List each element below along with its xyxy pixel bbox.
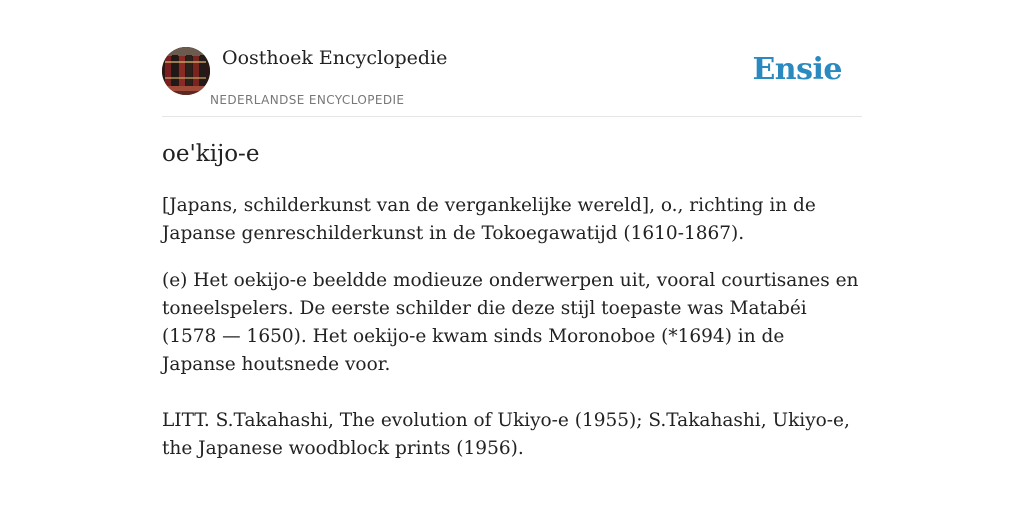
site-subtitle: NEDERLANDSE ENCYCLOPEDIE <box>210 93 405 107</box>
entry-title: oe'kijo-e <box>162 141 260 167</box>
brand-logo[interactable]: Ensie <box>752 52 842 87</box>
site-title[interactable]: Oosthoek Encyclopedie <box>222 47 448 69</box>
entry-content <box>162 138 862 463</box>
entry-definition: [Japans, schilderkunst van de vergankelijke wereld], o., richting in de Japanse genreschilderkunst in de Tokoegawatijd (1610-1867). <box>162 195 816 244</box>
site-header <box>162 46 862 117</box>
entry-body: (e) Het oekijo-e beeldde modieuze onderwerpen uit, vooral courtisanes en toneelspelers. De eerste schilder die deze stijl toepaste was Matabéi (1578 — 1650). Het oekijo-e kwam sinds Moronoboe (*1694) in de Japanse houtsnede voor. <box>162 270 859 375</box>
entry-literature: LITT. S.Takahashi, The evolution of Ukiyo-e (1955); S.Takahashi, Ukiyo-e, the Japanese woodblock prints (1956). <box>162 410 850 459</box>
encyclopedia-books-icon[interactable] <box>162 47 210 95</box>
